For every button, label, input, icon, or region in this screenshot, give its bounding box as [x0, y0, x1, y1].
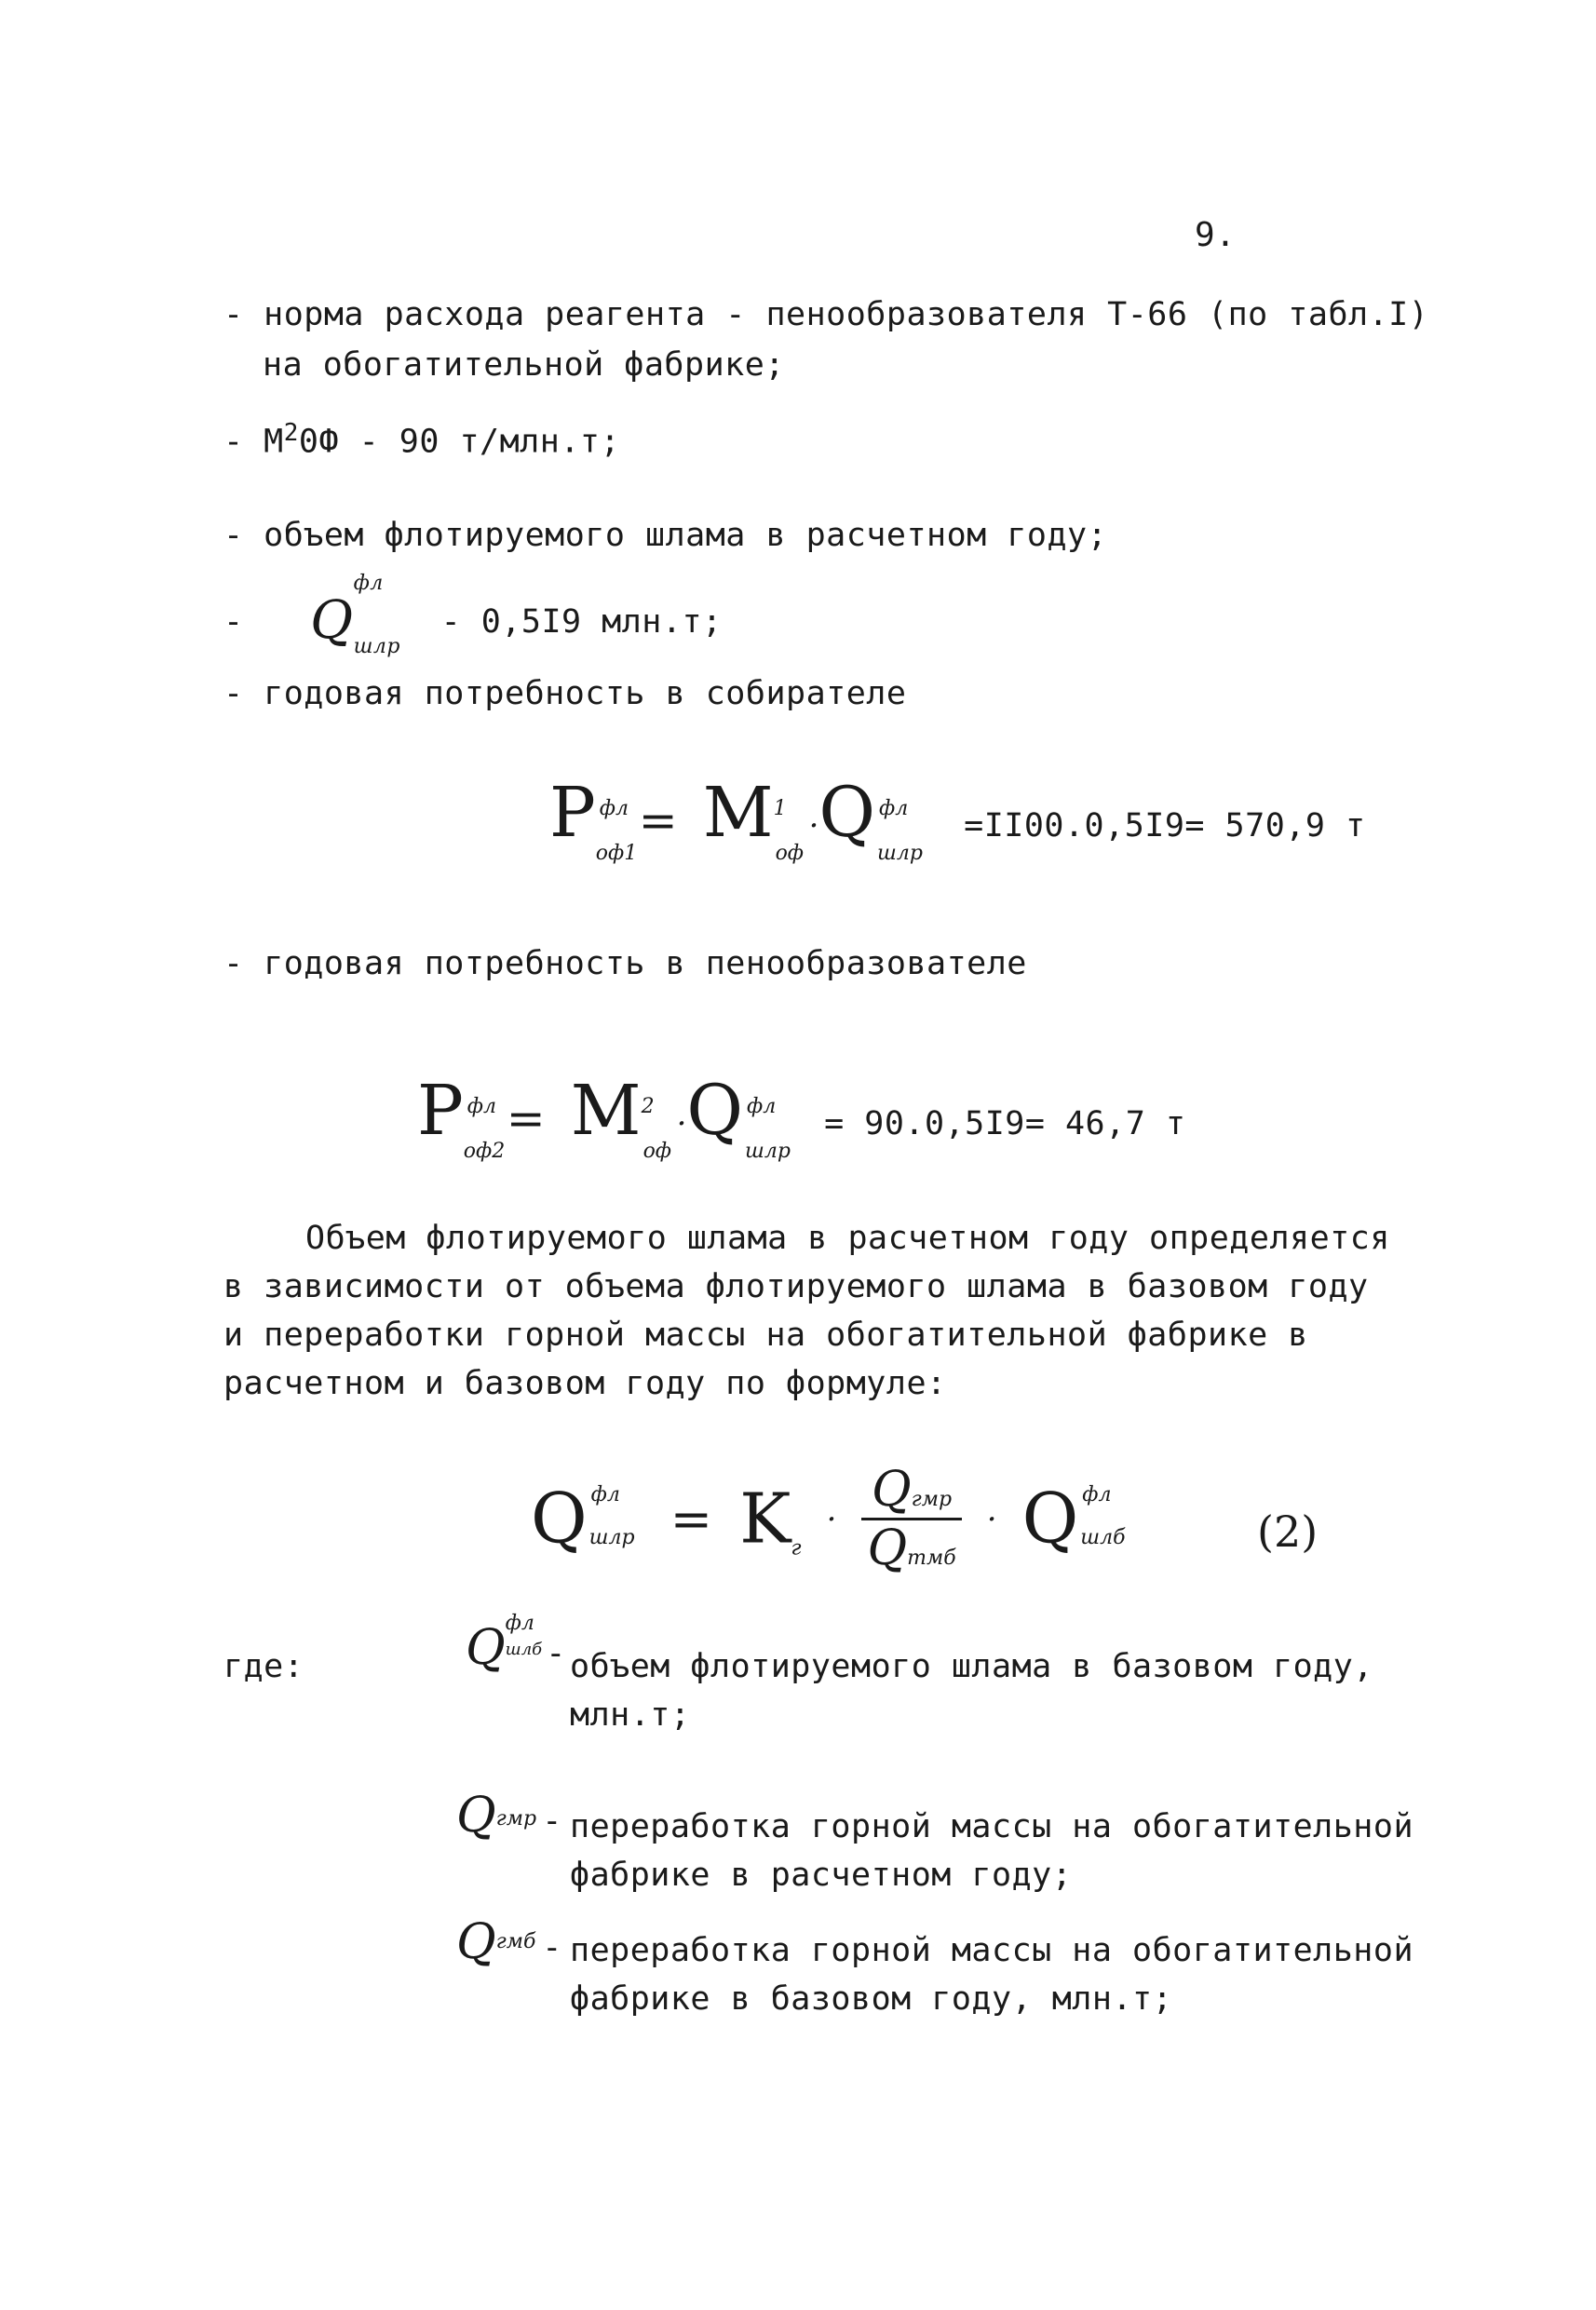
- formula-number: (2): [1257, 1506, 1319, 1557]
- f2-p-sub: оф2: [463, 1140, 506, 1163]
- q-value-line: [223, 572, 723, 658]
- q-line-value: - 0,5I9 млн.т;: [440, 603, 723, 641]
- f1-m: M: [702, 773, 774, 853]
- def1-line-1: объем флотируемого шлама в базовом году,: [570, 1648, 1373, 1685]
- formula-collector: [549, 773, 1366, 865]
- m2-norm-line: [223, 419, 620, 461]
- where-def-1: [466, 1612, 566, 1676]
- f3-dot-1: ·: [826, 1500, 837, 1538]
- q-line-sub: шлр: [353, 635, 401, 658]
- f1-p-sup: фл: [599, 797, 629, 820]
- f1-p-sub: оф1: [595, 842, 638, 865]
- m2-dash: -: [223, 423, 244, 461]
- f2-q-sub: шлр: [745, 1140, 791, 1163]
- def3-sub: гмб: [495, 1930, 536, 1953]
- f3-dot-2: ·: [986, 1500, 997, 1538]
- f2-eq: =: [506, 1091, 546, 1145]
- f1-q-sub: шлр: [877, 842, 923, 865]
- norma-line-1: - норма расхода реагента - пенообразователя Т-66 (по табл.I): [223, 296, 1429, 333]
- def3-line-2: фабрике в базовом году, млн.т;: [570, 1980, 1173, 2018]
- paragraph-line-3: и переработки горной массы на обогатительной фабрике в: [223, 1317, 1308, 1354]
- where-def-2: [456, 1788, 562, 1844]
- f3-num-sub: гмр: [911, 1488, 953, 1511]
- def2-line-2: фабрике в расчетном году;: [570, 1857, 1073, 1894]
- f1-q: Q: [818, 773, 876, 853]
- f1-p: P: [549, 773, 596, 853]
- paragraph-line-4: расчетном и базовом году по формуле:: [223, 1365, 947, 1402]
- f2-dot: ·: [676, 1105, 687, 1142]
- f1-q-sup: фл: [879, 797, 909, 820]
- q-line-symbol: Q: [310, 590, 354, 651]
- f2-p-sup: фл: [467, 1095, 497, 1118]
- f3-lhs-sub: шлр: [588, 1525, 635, 1549]
- volume-line: - объем флотируемого шлама в расчетном году;: [223, 517, 1108, 554]
- m2-symbol: М: [264, 423, 284, 461]
- formula-volume: [531, 1462, 1134, 1576]
- f2-m-sub: оф: [642, 1140, 672, 1163]
- f1-result: =II00.0,5I9= 570,9 т: [964, 807, 1366, 844]
- def3-line-1: переработка горной массы на обогатительной: [570, 1932, 1414, 1969]
- m2-value: 0Ф - 90 т/млн.т;: [298, 423, 621, 461]
- def1-sup: фл: [505, 1612, 534, 1635]
- f2-q-sup: фл: [747, 1095, 777, 1118]
- f2-result: = 90.0,5I9= 46,7 т: [824, 1105, 1186, 1142]
- q-line-dash: -: [223, 603, 244, 641]
- paragraph-line-1: Объем флотируемого шлама в расчетном году определяется: [305, 1220, 1390, 1257]
- m2-superscript: 2: [283, 419, 299, 447]
- def1-sub: шлб: [505, 1640, 543, 1659]
- norma-line-2: на обогатительной фабрике;: [263, 346, 785, 384]
- def3-dash: -: [542, 1929, 562, 1966]
- f3-num: Q: [872, 1462, 912, 1518]
- f2-q: Q: [686, 1071, 744, 1151]
- f1-m-sub: оф: [775, 842, 805, 865]
- f3-fraction: [861, 1462, 961, 1576]
- f3-den: Q: [867, 1520, 908, 1576]
- paragraph-line-2: в зависимости от объема флотируемого шлама в базовом году: [223, 1268, 1369, 1305]
- f3-lhs: Q: [531, 1479, 588, 1560]
- where-def-3: [456, 1914, 562, 1970]
- def2-sub: гмр: [495, 1807, 537, 1830]
- def3-symbol: Q: [456, 1914, 496, 1970]
- def2-dash: -: [542, 1803, 562, 1840]
- def1-symbol: Q: [466, 1620, 506, 1676]
- f2-m-sup: 2: [641, 1095, 655, 1118]
- f2-p: P: [417, 1071, 464, 1151]
- need-collector-line: - годовая потребность в собирателе: [223, 675, 907, 712]
- need-frother-line: - годовая потребность в пенообразователе: [223, 945, 1027, 982]
- f3-rhs: Q: [1021, 1479, 1079, 1560]
- where-label: где:: [223, 1648, 304, 1685]
- f3-rhs-sup: фл: [1082, 1482, 1112, 1506]
- f3-lhs-sup: фл: [590, 1482, 620, 1506]
- page-number: 9.: [1195, 216, 1237, 254]
- f3-eq: =: [670, 1490, 712, 1548]
- f3-k-sub: г: [791, 1536, 802, 1560]
- f1-m-sup: 1: [773, 797, 787, 820]
- f3-den-sub: тмб: [907, 1547, 956, 1570]
- f3-rhs-sub: шлб: [1080, 1525, 1126, 1549]
- formula-frother: [417, 1071, 1186, 1163]
- def1-line-2: млн.т;: [570, 1696, 691, 1734]
- q-line-sup: фл: [353, 572, 384, 595]
- f1-dot: ·: [808, 807, 819, 844]
- f1-eq: =: [638, 793, 678, 847]
- def1-dash: -: [546, 1635, 566, 1672]
- def2-line-1: переработка горной массы на обогатительной: [570, 1808, 1414, 1845]
- f3-k: K: [739, 1479, 791, 1560]
- f2-m: M: [570, 1071, 642, 1151]
- def2-symbol: Q: [456, 1788, 496, 1844]
